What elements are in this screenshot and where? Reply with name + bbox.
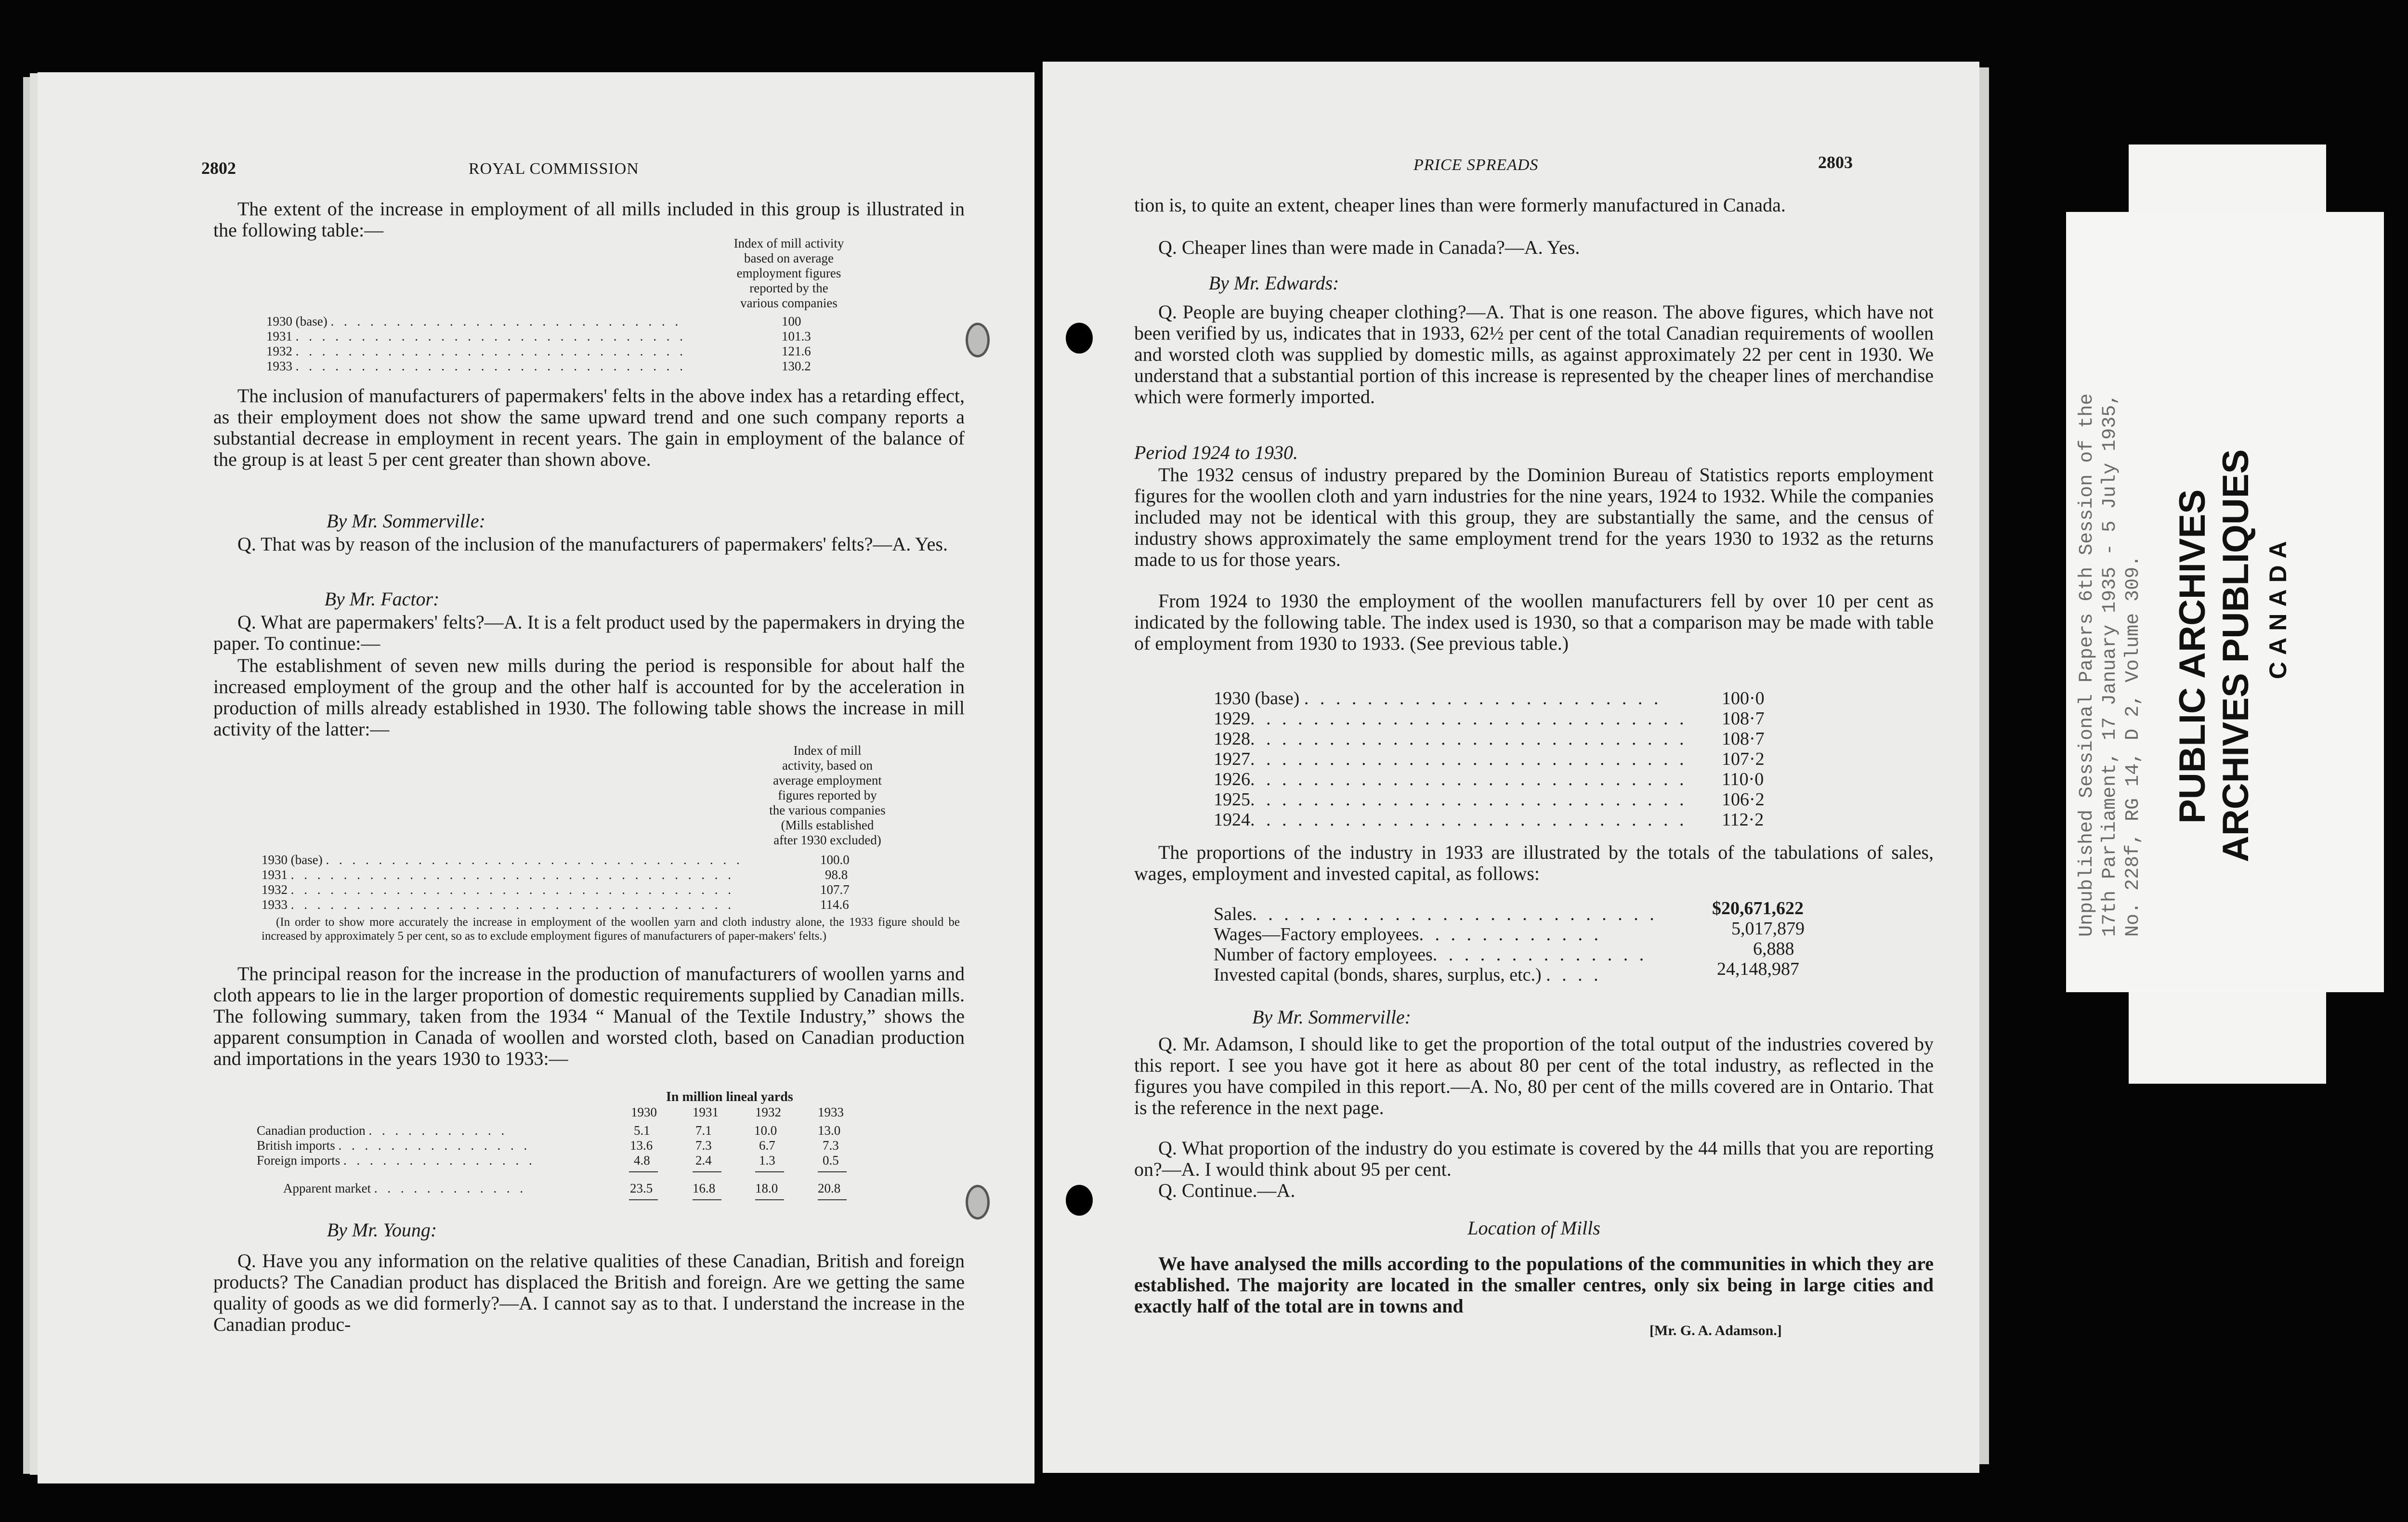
table-row: 1924. . . . . . . . . . . . . . . . . . . . . . . . . . . . (1214, 810, 1688, 830)
table-cell: 130.2 (782, 359, 811, 373)
left-page (38, 72, 1034, 1483)
speaker-heading: By Mr. Sommerville: (1252, 1006, 1411, 1028)
table-cell: 5,017,879 (1731, 918, 1805, 939)
table-cell: 6.7 (759, 1138, 775, 1153)
table-cell: 13.0 (818, 1123, 841, 1138)
table-row: 1930 (base) . . . . . . . . . . . . . . . . . . . . . . . (1214, 688, 1662, 709)
speaker-heading: By Mr. Young: (327, 1219, 437, 1241)
table-row: 1926. . . . . . . . . . . . . . . . . . . . . . . . . . . . (1214, 769, 1688, 789)
table-rule (755, 1199, 784, 1200)
table-rule (629, 1199, 658, 1200)
table-row: Invested capital (bonds, shares, surplus, etc.) . . . . (1214, 965, 1602, 985)
table-cell: 5.1 (634, 1123, 650, 1138)
table-col-header: 1930 (631, 1105, 657, 1119)
table-row: 1927. . . . . . . . . . . . . . . . . . . . . . . . . . . . (1214, 749, 1688, 769)
paragraph: From 1924 to 1930 the employment of the woollen manufacturers fell by over 10 per cent as indicated by the following table. The index used is 1930, so that a comparison may be made with table of employment from 1930 to 1933. (See previous table.) (1134, 590, 1934, 654)
table-cell: 18.0 (755, 1181, 778, 1195)
table-row: 1928. . . . . . . . . . . . . . . . . . . . . . . . . . . . (1214, 729, 1688, 749)
table-row: 1929. . . . . . . . . . . . . . . . . . . . . . . . . . . . (1214, 709, 1688, 729)
table-cell: 7.3 (695, 1138, 712, 1153)
table-cell: 4.8 (634, 1153, 650, 1168)
table-rule (818, 1199, 847, 1200)
table-cell: 20.8 (818, 1181, 841, 1195)
paragraph: The extent of the increase in employment of all mills included in this group is illustrated in the following table:— (213, 198, 965, 241)
table-row: 1932 . . . . . . . . . . . . . . . . . . . . . . . . . . . . . . . . . . (262, 882, 734, 897)
table-cell: 114.6 (820, 897, 849, 912)
table-cell: 100 (782, 314, 801, 328)
table-cell: 112·2 (1722, 810, 1764, 830)
table-cell: 10.0 (754, 1123, 777, 1138)
paragraph: Q. People are buying cheaper clothing?—A. That is one reason. The above figures, which have not been verified by us, indicates that in 1933, 62½ per cent of the total Canadian requirements of woollen and worsted cloth was supplied by domestic mills, as against approximately 22 per cent in 1930. We understand that a substantial portion of this increase is represented by the cheaper lines of merchandise which were formerly imported. (1134, 301, 1934, 407)
table-total-row: Apparent market . . . . . . . . . . . . (283, 1181, 527, 1195)
table-cell: $20,671,622 (1712, 898, 1804, 918)
paragraph: Q. Mr. Adamson, I should like to get the proportion of the total output of the industries covered by this report. I see you have got it here as about 80 per cent of the total industry, as reflected in the figures you have compiled in this report.—A. No, 80 per cent of the mills covered are in Ontario. That is the reference in the next page. (1134, 1033, 1934, 1118)
binder-hole (1066, 1185, 1093, 1216)
table-row: Sales. . . . . . . . . . . . . . . . . . . . . . . . . . (1214, 904, 1658, 924)
archive-reference: Unpublished Sessional Papers 6th Session of the (2076, 393, 2098, 937)
table-cell: 100.0 (820, 853, 850, 867)
table-cell: 6,888 (1753, 939, 1794, 959)
table-cell: 7.1 (695, 1123, 712, 1138)
paragraph: Q. Have you any information on the relative qualities of these Canadian, British and foreign products? The Canadian product has displaced the British and foreign. Are we getting the same quality of goods as we did formerly?—A. I cannot say as to that. I understand the increase in the Canadian produc- (213, 1250, 965, 1335)
table-row: 1931 . . . . . . . . . . . . . . . . . . . . . . . . . . . . . . . . . . (262, 867, 734, 882)
table-col-header: 1933 (818, 1105, 844, 1119)
speaker-heading: By Mr. Edwards: (1208, 272, 1339, 294)
table-row: British imports . . . . . . . . . . . . . . . (257, 1138, 531, 1153)
table-cell: 1.3 (759, 1153, 775, 1168)
section-heading: Period 1924 to 1930. (1134, 442, 1298, 463)
table-row: Number of factory employees. . . . . . . . . . . . . . (1214, 945, 1648, 965)
table-row: Wages—Factory employees. . . . . . . . . . . . (1214, 924, 1602, 945)
table-header: Index of mill activity, based on average employment figures reported by the various companies (Mills established after 1930 excluded) (769, 743, 886, 847)
table-col-header: 1932 (755, 1105, 781, 1119)
table-cell: 13.6 (630, 1138, 653, 1153)
table-cell: 107·2 (1722, 749, 1765, 769)
paragraph: Q. Continue.—A. (1158, 1180, 1296, 1201)
paragraph: The 1932 census of industry prepared by the Dominion Bureau of Statistics reports employment figures for the woollen cloth and yarn industries for the nine years, 1924 to 1932. While the companies included may not be identical with this group, they are substantially the same, and the census of industry shows approximately the same employment trend for the years 1930 to 1932 as the returns made to us for those years. (1134, 464, 1934, 570)
table-cell: 98.8 (825, 867, 848, 882)
table-cell: 107.7 (820, 882, 850, 897)
table-rule (693, 1199, 721, 1200)
running-head: PRICE SPREADS (1413, 156, 1539, 174)
table-row: Canadian production . . . . . . . . . . . (257, 1123, 508, 1138)
table-cell: 0.5 (823, 1153, 839, 1168)
table-cell: 101.3 (782, 329, 811, 343)
table-col-header: 1931 (693, 1105, 719, 1119)
section-heading: Location of Mills (1467, 1217, 1600, 1239)
paragraph: tion is, to quite an extent, cheaper lines than were formerly manufactured in Canada. (1134, 194, 1786, 216)
table-row: 1930 (base) . . . . . . . . . . . . . . . . . . . . . . . . . . . . . . . . (262, 853, 743, 867)
table-cell: 121.6 (782, 344, 811, 358)
footer-speaker: [Mr. G. A. Adamson.] (1649, 1323, 1782, 1338)
running-head: ROYAL COMMISSION (469, 160, 639, 178)
binder-hole (1066, 323, 1093, 354)
table-cell: 23.5 (630, 1181, 653, 1195)
table-rule (693, 1171, 721, 1172)
table-row: 1933 . . . . . . . . . . . . . . . . . . . . . . . . . . . . . . (266, 359, 686, 373)
paragraph: The establishment of seven new mills during the period is responsible for about half the increased employment of the group and the other half is accounted for by the acceleration in production of mills already established in 1930. The following table shows the increase in mill activity of the latter:— (213, 655, 965, 740)
archive-reference: 17th Parliament, 17 January 1935 - 5 July 1935, (2099, 393, 2121, 937)
paragraph: The principal reason for the increase in the production of manufacturers of woollen yarns and cloth appears to lie in the larger proportion of domestic requirements supplied by Canadian mills. The following summary, taken from the 1934 “ Manual of the Textile Industry,” shows the apparent consumption in Canada of woollen and worsted cloth, based on Canadian production and importations in the years 1930 to 1933:— (213, 963, 965, 1069)
paragraph: The proportions of the industry in 1933 are illustrated by the totals of the tabulations of sales, wages, employment and invested capital, as follows: (1134, 841, 1934, 884)
archive-stamp: ARCHIVES PUBLIQUES (2215, 449, 2256, 862)
page-number: 2803 (1818, 153, 1853, 172)
table-cell: 16.8 (693, 1181, 716, 1195)
table-rule (629, 1171, 658, 1172)
right-page (1043, 62, 1979, 1473)
table-cell: 7.3 (823, 1138, 839, 1153)
table-caption: In million lineal yards (666, 1089, 793, 1104)
table-row: 1931 . . . . . . . . . . . . . . . . . . . . . . . . . . . . . . (266, 329, 686, 343)
paragraph: Q. What are papermakers' felts?—A. It is a felt product used by the papermakers in drying the paper. To continue:— (213, 611, 965, 654)
table-cell: 110·0 (1722, 769, 1764, 789)
table-row: 1930 (base) . . . . . . . . . . . . . . . . . . . . . . . . . . . (266, 314, 682, 328)
table-cell: 24,148,987 (1717, 959, 1799, 979)
table-rule (818, 1171, 847, 1172)
table-rule (755, 1171, 784, 1172)
table-header: Index of mill activity based on average employment figures reported by the various companies (733, 236, 844, 310)
table-note: (In order to show more accurately the increase in employment of the woollen yarn and cloth industry alone, the 1933 figure should be increased by approximately 5 per cent, so as to exclude employment figures of manufacturers of paper-makers' felts.) (262, 916, 960, 943)
binder-hole (966, 1185, 990, 1220)
paragraph: Q. Cheaper lines than were made in Canada?—A. Yes. (1158, 236, 1580, 258)
speaker-heading: By Mr. Factor: (324, 588, 440, 610)
table-row: 1932 . . . . . . . . . . . . . . . . . . . . . . . . . . . . . . (266, 344, 686, 358)
table-cell: 2.4 (695, 1153, 712, 1168)
table-cell: 100·0 (1722, 688, 1765, 709)
paragraph: We have analysed the mills according to the populations of the communities in which they are established. The majority are located in the smaller centres, only six being in large cities and exactly half of the total are in towns and (1134, 1253, 1934, 1317)
archive-stamp: PUBLIC ARCHIVES (2172, 489, 2213, 824)
table-row: 1933 . . . . . . . . . . . . . . . . . . . . . . . . . . . . . . . . . . (262, 897, 734, 912)
table-row: Foreign imports . . . . . . . . . . . . . . . (257, 1153, 536, 1168)
paragraph: The inclusion of manufacturers of papermakers' felts in the above index has a retarding effect, as their employment does not show the same upward trend and one such company reports a substantial decrease in employment in recent years. The gain in employment of the balance of the group is at least 5 per cent greater than shown above. (213, 385, 965, 470)
speaker-heading: By Mr. Sommerville: (327, 510, 485, 532)
table-row: 1925. . . . . . . . . . . . . . . . . . . . . . . . . . . . (1214, 789, 1688, 810)
table-cell: 108·7 (1722, 729, 1765, 749)
paragraph: Q. What proportion of the industry do you estimate is covered by the 44 mills that you are reporting on?—A. I would think about 95 per cent. (1134, 1137, 1934, 1180)
table-cell: 106·2 (1722, 789, 1765, 810)
page-number: 2802 (201, 158, 236, 178)
archive-stamp: CANADA (2264, 534, 2291, 679)
archive-reference: No. 228f, RG 14, D 2, Volume 309. (2122, 555, 2144, 937)
binder-hole (966, 323, 990, 357)
paragraph: Q. That was by reason of the inclusion of the manufacturers of papermakers' felts?—A. Yes. (237, 533, 948, 555)
table-cell: 108·7 (1722, 709, 1765, 729)
